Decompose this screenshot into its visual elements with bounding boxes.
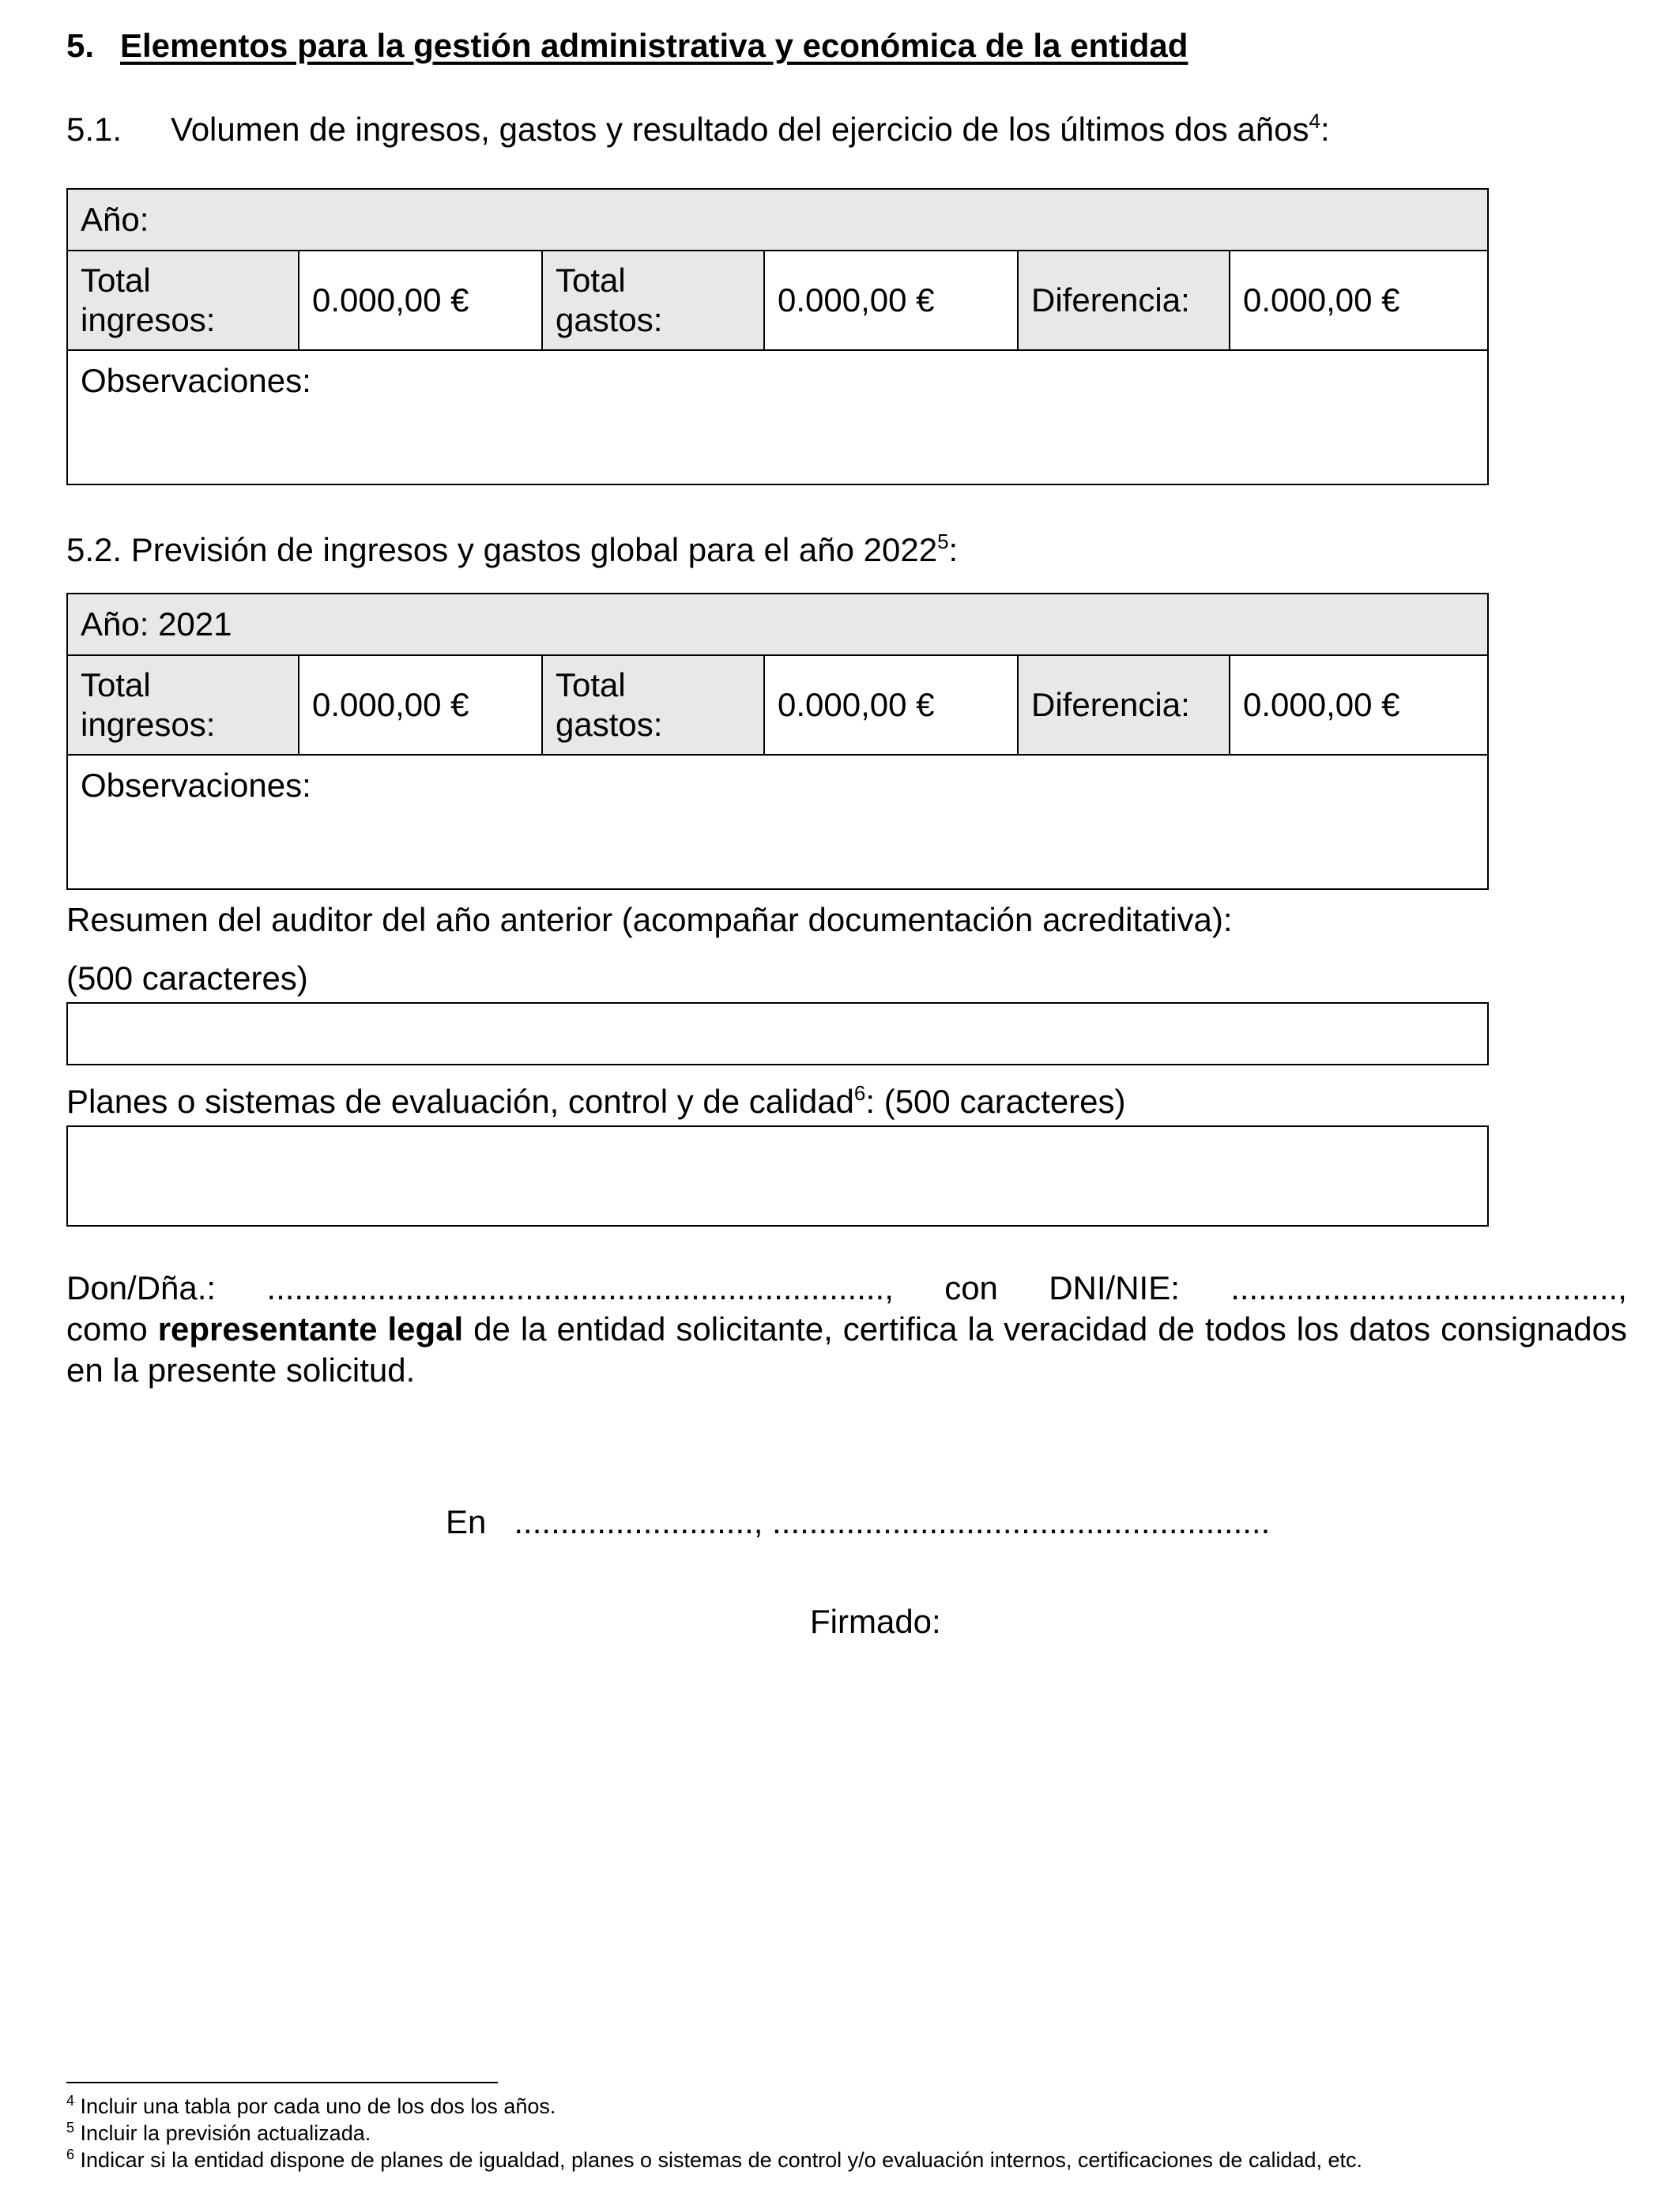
subsection-1-heading: 5.1. Volumen de ingresos, gastos y resultado del ejercicio de los últimos dos años$^4$: — [66, 109, 1330, 148]
diferencia-value[interactable]: 0.000,00 € — [1230, 655, 1488, 755]
year-label: Año: 2021 — [67, 594, 1488, 655]
section-title: Elementos para la gestión administrativa y económica de la entidad — [120, 27, 1188, 64]
diferencia-value[interactable]: 0.000,00 € — [1230, 251, 1488, 350]
certification-paragraph: Don/Dña.: ..................................................................., con DNI/NIE: .........................................., como representante legal de la entidad solicitante, certifica la veracidad de todos los datos consignados en la presente solicitud. — [66, 1269, 1627, 1389]
auditor-char-limit: (500 caracteres) — [66, 959, 308, 997]
footnote-4: $^4$ Incluir una tabla por cada uno de los dos los años. — [66, 2093, 556, 2118]
subsection-1-number: 5.1. — [66, 111, 122, 148]
representante-legal-text: representante legal — [157, 1310, 464, 1348]
name-field[interactable]: ..................................................................., — [266, 1269, 894, 1306]
observaciones-field[interactable] — [67, 755, 1488, 889]
observaciones-label: Observaciones: — [81, 767, 311, 804]
section-heading — [66, 27, 1188, 65]
total-gastos-label: Total gastos: — [542, 655, 764, 755]
observaciones-field[interactable] — [67, 350, 1488, 484]
footnote-ref-6: 6 — [853, 1081, 866, 1105]
en-label: En — [446, 1503, 487, 1540]
diferencia-label: Diferencia: — [1018, 655, 1230, 755]
income-expense-table-1 — [66, 188, 1489, 485]
date-field[interactable]: ...................................................... — [772, 1503, 1271, 1540]
total-ingresos-label: Total ingresos: — [67, 251, 299, 350]
observaciones-label: Observaciones: — [81, 362, 311, 399]
subsection-1-title: Volumen de ingresos, gastos y resultado del ejercicio de los últimos dos años — [171, 111, 1309, 148]
total-gastos-value[interactable]: 0.000,00 € — [764, 251, 1018, 350]
planes-heading: Planes o sistemas de evaluación, control y de calidad$^6$: (500 caracteres) — [66, 1081, 1126, 1120]
total-gastos-label: Total gastos: — [542, 251, 764, 350]
dni-field[interactable]: .........................................., — [1230, 1269, 1627, 1306]
dni-label: DNI/NIE: — [1049, 1269, 1180, 1306]
planes-field[interactable] — [66, 1125, 1489, 1227]
footnote-separator — [66, 2082, 498, 2083]
footnote-5: $^5$ Incluir la previsión actualizada. — [66, 2120, 371, 2145]
diferencia-label: Diferencia: — [1018, 251, 1230, 350]
year-label: Año: — [67, 189, 1488, 251]
don-label: Don/Dña.: — [66, 1269, 217, 1306]
auditor-summary-field[interactable] — [66, 1002, 1489, 1065]
place-field[interactable]: .........................., — [514, 1503, 763, 1540]
income-expense-table-2 — [66, 593, 1489, 890]
total-gastos-value[interactable]: 0.000,00 € — [764, 655, 1018, 755]
section-number: 5. — [66, 27, 95, 64]
subsection-2-heading: 5.2. Previsión de ingresos y gastos global para el año 2022$^5$: — [66, 530, 959, 568]
subsection-2-title: 5.2. Previsión de ingresos y gastos global para el año 2022 — [66, 531, 938, 568]
total-ingresos-label: Total ingresos: — [67, 655, 299, 755]
footnote-6: $^6$ Indicar si la entidad dispone de planes de igualdad, planes o sistemas de control y/o evaluación internos, certificaciones de calidad, etc. — [66, 2147, 1363, 2172]
auditor-label: Resumen del auditor del año anterior (acompañar documentación acreditativa): — [66, 901, 1233, 938]
total-ingresos-value[interactable]: 0.000,00 € — [299, 251, 542, 350]
place-date-line — [446, 1503, 1270, 1541]
planes-label: Planes o sistemas de evaluación, control y de calidad — [66, 1083, 854, 1120]
total-ingresos-value[interactable]: 0.000,00 € — [299, 655, 542, 755]
footnote-ref-4: 4 — [1309, 109, 1320, 133]
firmado-label: Firmado: — [810, 1603, 941, 1640]
con-label: con — [944, 1269, 998, 1306]
footnote-ref-5: 5 — [937, 530, 949, 553]
